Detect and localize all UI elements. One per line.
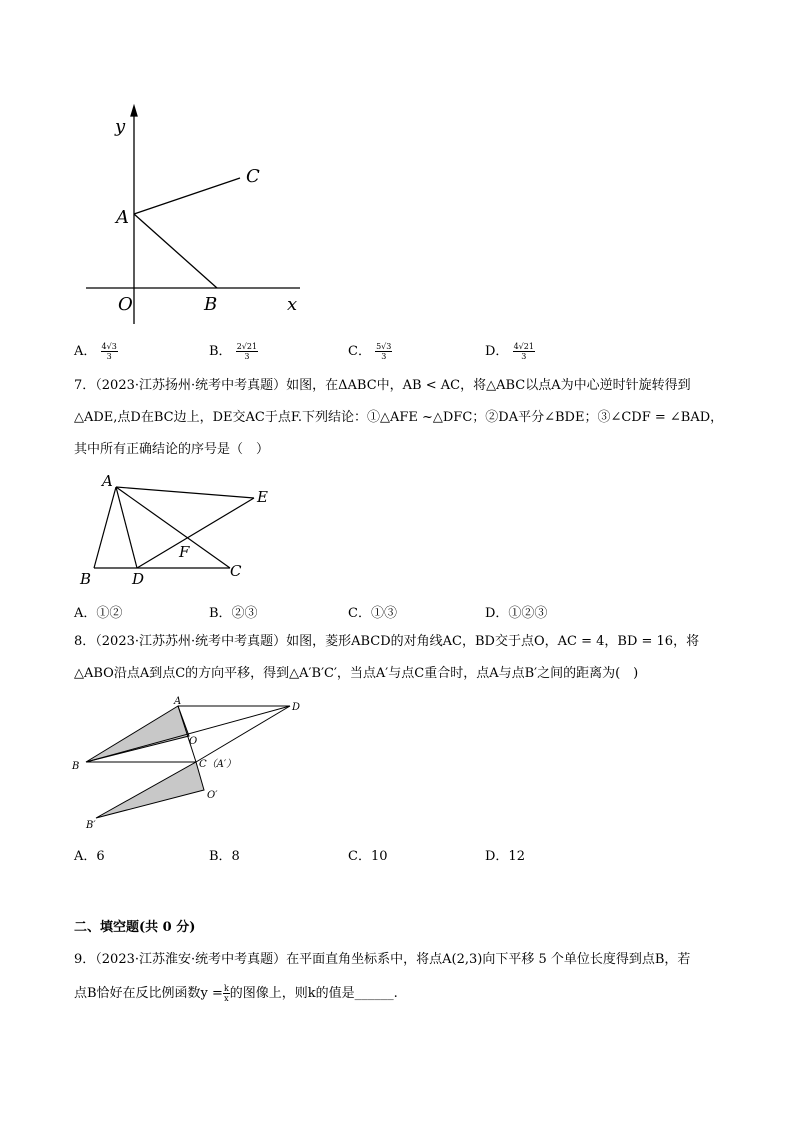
q7-line-1: 7．（2023·江苏扬州·统考中考真题）如图，在ΔABC中，AB < AC，将△ABC以点A为中心逆时针旋转得到 <box>74 378 691 393</box>
shaded-triangle-abo <box>86 706 189 762</box>
label-c: C <box>246 166 260 187</box>
q8-option-d[interactable]: D．12 <box>485 849 525 864</box>
q9-line-2 <box>74 984 398 1004</box>
q8-label-o-prime: O′ <box>207 790 218 801</box>
q8-option-c[interactable]: C．10 <box>348 849 388 864</box>
segment-ab <box>134 214 217 288</box>
q8-line-1: 8．（2023·江苏苏州·统考中考真题）如图，菱形ABCD的对角线AC，BD交于点O，AC = 4，BD = 16，将 <box>74 634 700 649</box>
q8-option-a[interactable]: A．6 <box>74 849 105 864</box>
q9-line-2-post: 的图像上，则k的值是______. <box>229 986 398 1001</box>
q7-option-d[interactable]: D．①②③ <box>485 606 548 621</box>
label-o: O <box>118 294 133 315</box>
label-y: y <box>115 116 126 137</box>
q9-fraction-k-over-x: $\frac{k}{x}$ <box>223 984 229 1003</box>
y-axis-arrow <box>131 106 137 116</box>
q8-label-c: C（A′） <box>199 759 237 770</box>
q7-option-c[interactable]: C．①③ <box>348 606 397 621</box>
q6-option-d[interactable]: D． $\frac{4√21}{3}$ <box>485 342 534 361</box>
q8-label-b-prime: B′ <box>86 820 96 831</box>
label-a: A <box>116 207 129 228</box>
q7-label-d: D <box>132 570 145 588</box>
q6-option-d-fraction: $\frac{4√21}{3}$ <box>513 342 534 361</box>
q9-line-1: 9．（2023·江苏淮安·统考中考真题）在平面直角坐标系中，将点A(2,3)向下平移 5 个单位长度得到点B，若 <box>74 952 691 967</box>
segment-ae <box>116 487 254 498</box>
segment-bd <box>86 706 290 762</box>
q8-label-a: A <box>174 696 182 707</box>
q6-option-a[interactable]: A． $\frac{4√3}{3}$ <box>74 342 117 361</box>
q8-line-2: △ABO沿点A到点C的方向平移，得到△A′B′C′，当点A′与点C重合时，点A与点B′之间的距离为( ) <box>74 666 639 681</box>
q6-option-a-fraction: $\frac{4√3}{3}$ <box>101 342 117 361</box>
segment-de <box>137 498 254 568</box>
q7-label-c: C <box>230 562 242 580</box>
q6-option-b[interactable]: B． $\frac{2√21}{3}$ <box>209 342 258 361</box>
q7-option-b[interactable]: B．②③ <box>209 606 258 621</box>
q8-label-b: B <box>72 761 80 772</box>
segment-ac <box>134 178 240 214</box>
q7-label-e: E <box>257 488 268 506</box>
segment-ac <box>116 487 230 568</box>
segment-dc <box>196 706 290 762</box>
section-heading-fill-in: 二、填空题(共 0 分) <box>74 920 196 935</box>
q6-option-b-fraction: $\frac{2√21}{3}$ <box>236 342 258 361</box>
q7-label-f: F <box>179 543 190 561</box>
q7-line-3: 其中所有正确结论的序号是（ ） <box>74 442 270 457</box>
segment-ab <box>94 487 116 568</box>
shaded-triangle-abo-prime <box>96 762 204 818</box>
q6-option-c-fraction: $\frac{5√3}{3}$ <box>376 342 392 361</box>
figure-q8-rhombus <box>68 694 318 834</box>
q6-option-c[interactable]: C． $\frac{5√3}{3}$ <box>348 342 392 361</box>
q9-line-2-pre: 点B恰好在反比例函数y = <box>74 986 223 1001</box>
q7-label-a: A <box>102 472 113 490</box>
q7-label-b: B <box>80 570 92 588</box>
figure-q7-triangles <box>72 470 282 590</box>
q7-option-a[interactable]: A．①② <box>74 606 123 621</box>
q8-label-o: O <box>189 736 198 747</box>
label-b: B <box>204 294 218 315</box>
q8-label-d: D <box>292 702 301 713</box>
label-x: x <box>287 294 298 315</box>
figure-q6-coordinate <box>80 100 320 330</box>
q8-option-b[interactable]: B．8 <box>209 849 240 864</box>
q7-line-2: △ADE,点D在BC边上，DE交AC于点F.下列结论：①△AFE ~△DFC；②DA平分∠BDE；③∠CDF = ∠BAD， <box>74 410 724 425</box>
